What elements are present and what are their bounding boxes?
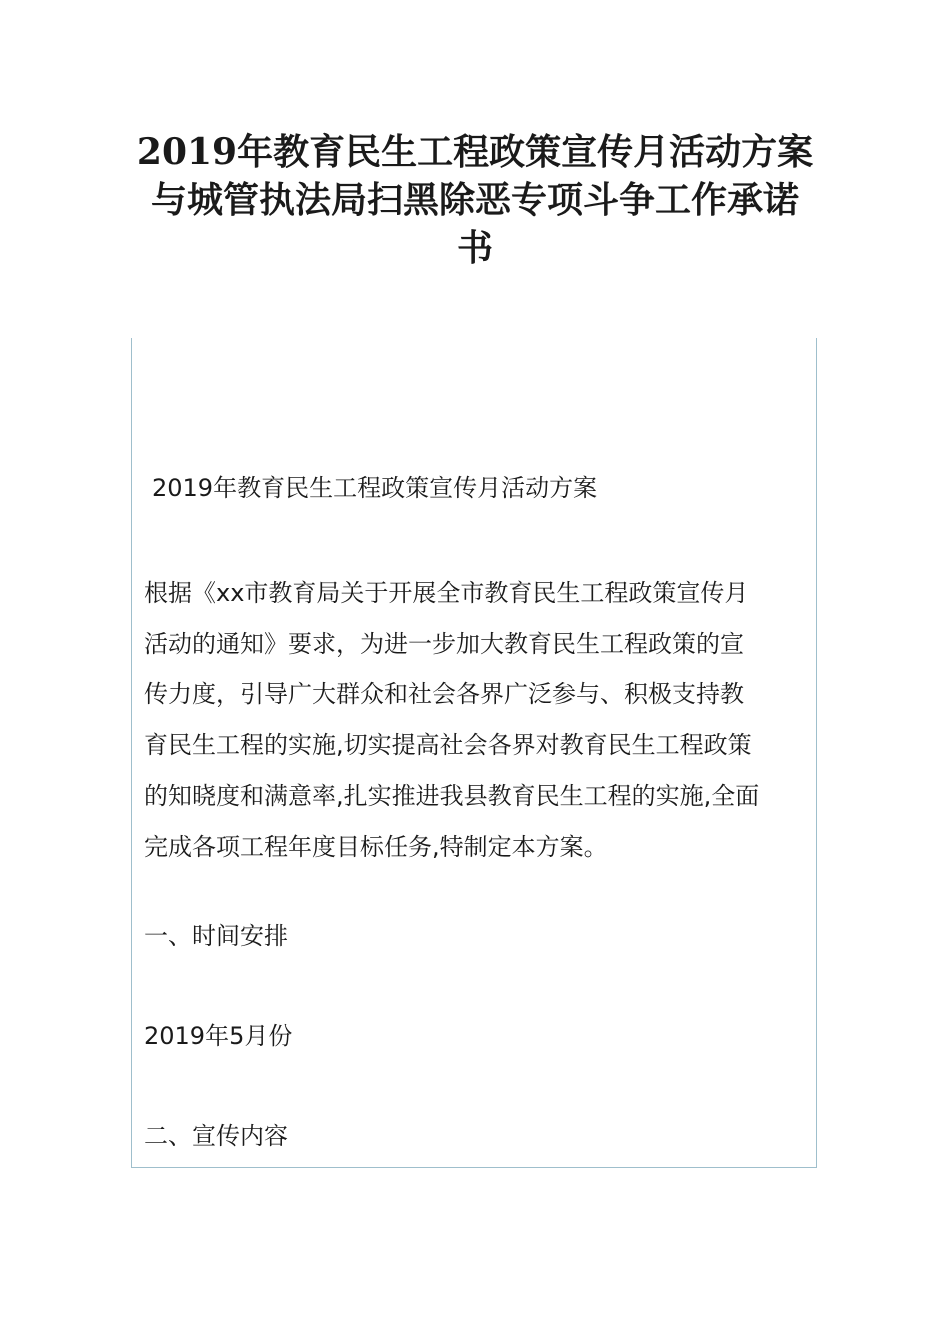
intro-line: 根据《xx市教育局关于开展全市教育民生工程政策宣传月	[144, 579, 749, 607]
intro-paragraph	[144, 568, 804, 872]
title-line-1: 2019年教育民生工程政策宣传月活动方案	[136, 131, 814, 173]
plan-subtitle: 2019年教育民生工程政策宣传月活动方案	[152, 474, 598, 502]
intro-line: 完成各项工程年度目标任务,特制定本方案。	[144, 832, 608, 861]
section-heading-schedule: 一、时间安排	[144, 922, 288, 950]
intro-line: 传力度，引导广大群众和社会各界广泛参与、积极支持教	[144, 680, 744, 709]
schedule-date: 2019年5月份	[144, 1022, 293, 1050]
title-line-3: 书	[456, 227, 493, 269]
title-line-2: 与城管执法局扫黑除恶专项斗争工作承诺	[150, 179, 799, 221]
intro-line: 育民生工程的实施,切实提高社会各界对教育民生工程政策	[144, 731, 752, 760]
intro-line: 的知晓度和满意率,扎实推进我县教育民生工程的实施,全面	[144, 781, 760, 810]
section-heading-content: 二、宣传内容	[144, 1122, 288, 1150]
document-title	[120, 128, 830, 272]
intro-line: 活动的通知》要求，为进一步加大教育民生工程政策的宣	[144, 629, 744, 658]
